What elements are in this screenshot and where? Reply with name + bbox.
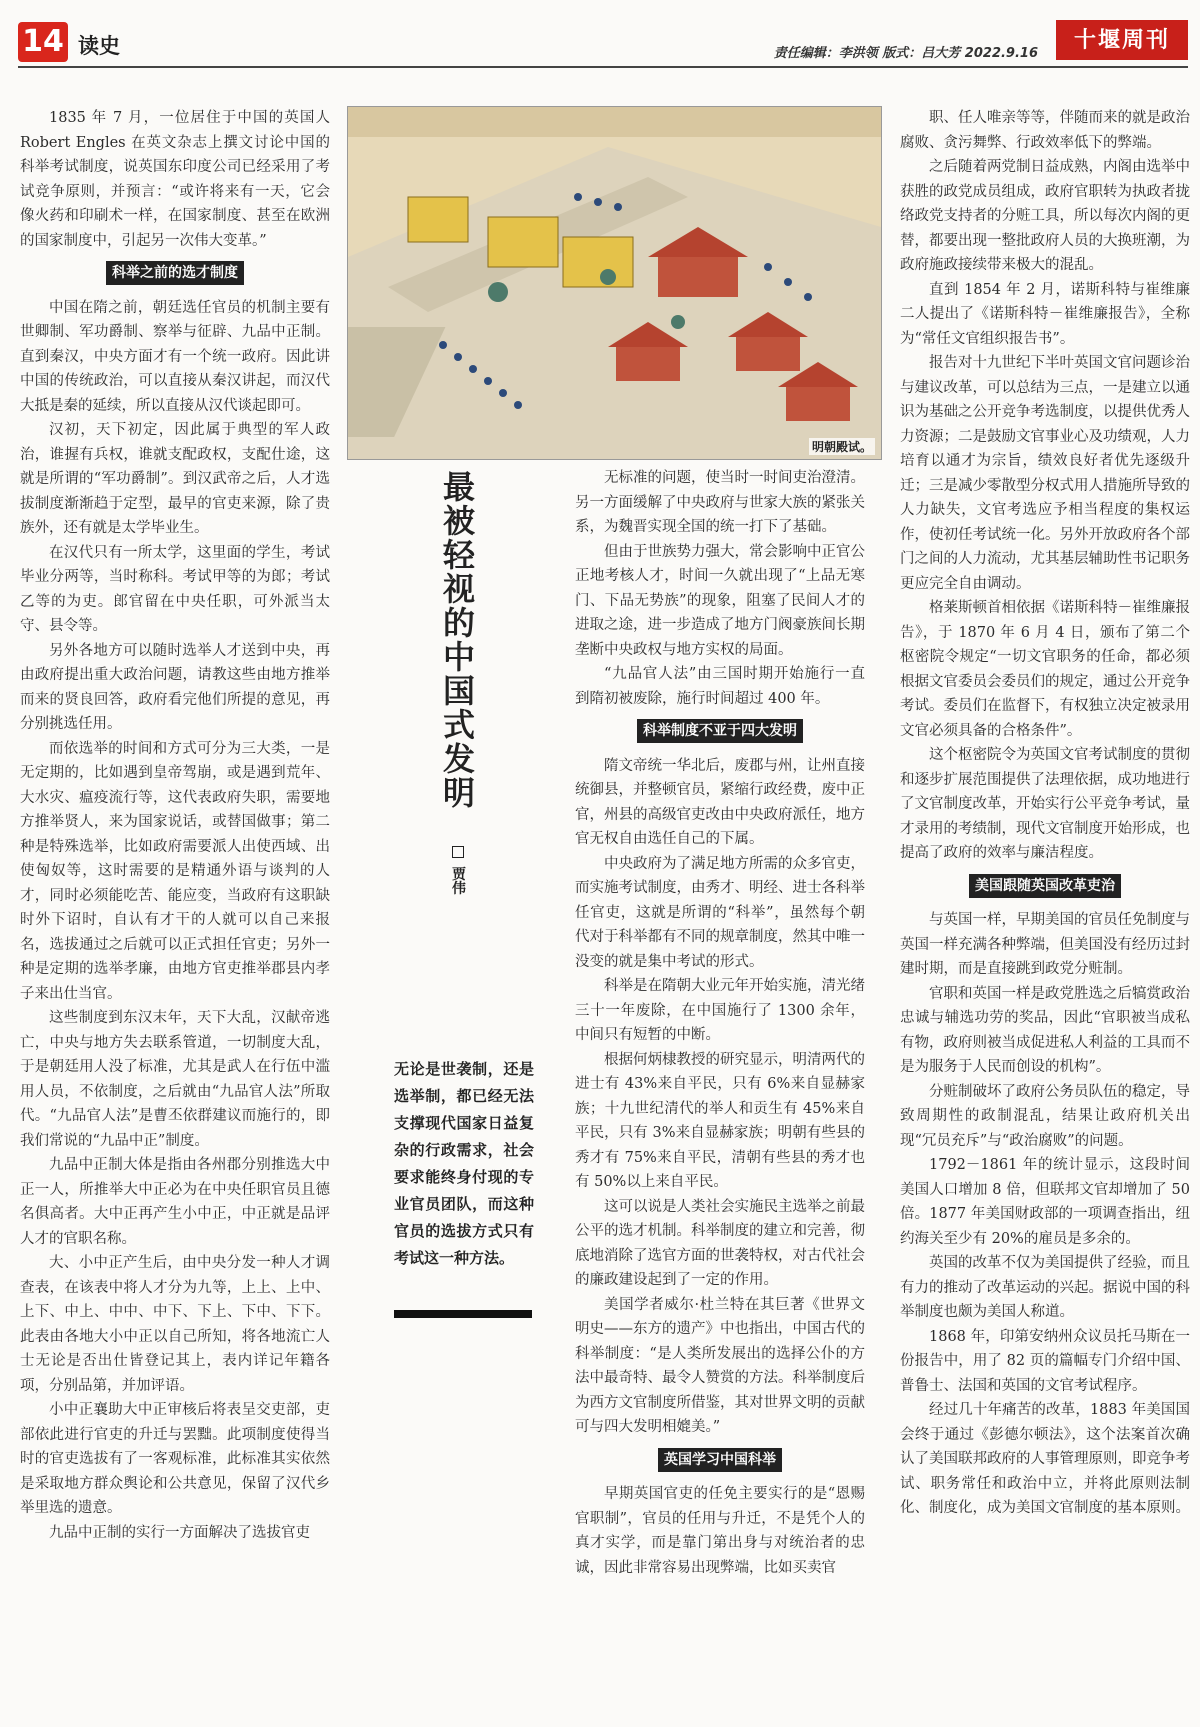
- article-column-1: [20, 106, 330, 1545]
- paragraph: 在汉代只有一所太学，这里面的学生，考试毕业分两等，当时称科。考试甲等的为郎；考试乙等的为吏。郎官留在中央任职，可外派当太守、县令等。: [20, 544, 330, 634]
- header-divider: [18, 66, 1188, 68]
- paragraph: 隋文帝统一华北后，废郡与州，让州直接统御县，并整顿官员，紧缩行政经费，废中正官，州县的高级官吏改由中央政府派任，地方官无权自由选任自己的下属。: [575, 757, 865, 847]
- section-title: 读史: [78, 34, 120, 58]
- subheading: 英国学习中国科举: [575, 1448, 865, 1473]
- paragraph: 小中正襄助大中正审核后将表呈交吏部，吏部依此进行官吏的升迁与罢黜。此项制度使得当时的官吏选拔有了一客观标准，此标准其实依然是采取地方群众舆论和公共意见，保留了汉代乡举里选的遗意。: [20, 1402, 330, 1516]
- body-paragraphs: [900, 106, 1190, 866]
- paragraph: 1868 年，印第安纳州众议员托马斯在一份报告中，用了 82 页的篇幅专门介绍中国、普鲁士、法国和英国的文官考试程序。: [900, 1328, 1190, 1394]
- paragraph: 早期英国官吏的任免主要实行的是“恩赐官职制”，官员的任用与升迁，不是凭个人的真才实学，而是靠门第出身与对统治者的忠诚，因此非常容易出现弊端，比如买卖官: [575, 1486, 865, 1576]
- pull-quote-bar: [394, 1310, 532, 1318]
- paragraph: 经过几十年痛苦的改革，1883 年美国国会终于通过《彭德尔顿法》，这个法案首次确认了美国联邦政府的人事管理原则，即竞争考试、职务常任和政治中立，并将此原则法制化、制度化，成为美国文官制度的基本原则。: [900, 1402, 1190, 1516]
- body-paragraphs: [575, 466, 865, 711]
- paragraph: 之后随着两党制日益成熟，内阁由选举中获胜的政党成员组成，政府官职转为执政者拢络政党支持者的分赃工具，所以每次内阁的更替，都要出现一整批政府人员的大换班潮，为政府施政接续带来极大的混乱。: [900, 159, 1190, 273]
- paragraph: 直到 1854 年 2 月，诺斯科特与崔维廉二人提出了《诺斯科特－崔维廉报告》，全称为“常任文官组织报告书”。: [900, 281, 1190, 347]
- paragraph: 1792－1861 年的统计显示，这段时间美国人口增加 8 倍，但联邦文官却增加了 50 倍。1877 年美国财政部的一项调查指出，纽约海关至少有 20%的雇员是多余的。: [900, 1157, 1190, 1247]
- pull-quote: 无论是世袭制，还是选举制，都已经无法支撑现代国家日益复杂的行政需求，社会要求能终身付现的专业官员团队，而这种官员的选拔方式只有考试这一种方法。: [394, 1060, 534, 1267]
- page-number: 14: [18, 22, 68, 62]
- paragraph: 另外各地方可以随时选举人才送到中央，再由政府提出重大政治问题，请教这些由地方推举而来的贤良回答，政府看完他们所提的意见，再分别挑选任用。: [20, 642, 330, 732]
- intro-paragraphs: [20, 106, 330, 253]
- paragraph: 根据何炳棣教授的研究显示，明清两代的进士有 43%来自平民，只有 6%来自显赫家族；十九世纪清代的举人和贡生有 45%来自平民，只有 3%来自显赫家族；明朝有些县的秀才有 75%来自平民，清朝有些县的秀才也有 50%以上来自平民。: [575, 1051, 865, 1190]
- illustration-palace-exam: [347, 106, 882, 460]
- paragraph: 与英国一样，早期美国的官员任免制度与英国一样充满各种弊端，但美国没有经历过封建时期，而是直接跳到政党分赃制。: [900, 912, 1190, 977]
- paragraph: 这个枢密院令为英国文官考试制度的贯彻和逐步扩展范围提供了法理依据，成功地进行了文官制度改革，开始实行公平竞争考试，量才录用的考绩制，现代文官制度开始形成，也提高了政府的效率与廉洁程度。: [900, 747, 1190, 861]
- body-paragraphs: [20, 296, 330, 1546]
- paragraph: 大、小中正产生后，由中央分发一种人才调查表，在该表中将人才分为九等，上上、上中、上下、中上、中中、中下、下上、下中、下下。此表由各地大小中正以自己所知，将各地流亡人士无论是否出仕皆登记其上，表内详记年籍各项，分别品第，并加评语。: [20, 1255, 330, 1394]
- author-byline: [448, 846, 468, 895]
- body-paragraphs: [575, 754, 865, 1440]
- paragraph: 美国学者威尔·杜兰特在其巨著《世界文明史——东方的遗产》中也指出，中国古代的科举制度：“是人类所发展出的选择公仆的方法中最奇特、最令人赞赏的方法。科举制度后为西方文官制度所借鉴，其对世界文明的贡献可与四大发明相媲美。”: [575, 1296, 865, 1435]
- article-column-3: [575, 466, 865, 1580]
- paragraph: 中央政府为了满足地方所需的众多官吏，而实施考试制度，由秀才、明经、进士各科举任官吏，这就是所谓的“科举”，虽然每个朝代对于科举都有不同的规章制度，然其中唯一没变的就是集中考试的形式。: [575, 855, 865, 970]
- paragraph: 九品中正制的实行一方面解决了选拔官吏: [49, 1524, 310, 1541]
- paragraph: 英国的改革不仅为美国提供了经验，而且有力的推动了改革运动的兴起。据说中国的科举制度也颇为美国人称道。: [900, 1255, 1190, 1320]
- subheading: 科举制度不亚于四大发明: [575, 719, 865, 744]
- paragraph: 这些制度到东汉末年，天下大乱，汉献帝逃亡，中央与地方失去联系管道，一切制度大乱，于是朝廷用人没了标准，尤其是武人在行伍中滥用人员，不依制度，之后就由“九品官人法”所取代。“九品官人法”是曹丕依群建议而施行的，即我们常说的“九品中正”制度。: [20, 1010, 330, 1149]
- paragraph: 而依选举的时间和方式可分为三大类，一是无定期的，比如遇到皇帝驾崩，或是遇到荒年、大水灾、瘟疫流行等，这代表政府失职，需要地方推举贤人，来为国家说话，或替国做事；第二种是特殊选举，比如政府需要派人出使西域、出使匈奴等，这时需要的是精通外语与谈判的人才，同时必须能吃苦、能应变，当政府有这职缺时外下诏时，自认有才干的人就可以自己来报名，选拔通过之后就可以正式担任官吏；另外一种是定期的选举孝廉，由地方官吏推举郡县内孝子来出仕当官。: [20, 740, 330, 1002]
- paragraph: 无标准的问题，使当时一时间吏治澄清。另一方面缓解了中央政府与世家大族的紧张关系，为魏晋实现全国的统一打下了基础。: [575, 470, 865, 535]
- author-name: 贾伟: [450, 866, 466, 895]
- paragraph: “九品官人法”由三国时期开始施行一直到隋初被废除，施行时间超过 400 年。: [575, 666, 865, 707]
- body-paragraphs: [900, 908, 1190, 1521]
- subheading: 美国跟随英国改革吏治: [900, 874, 1190, 899]
- article-column-4: [900, 106, 1190, 1521]
- paragraph: 1835 年 7 月，一位居住于中国的英国人 Robert Engles 在英文杂志上撰文讨论中国的科举考试制度，说英国东印度公司已经采用了考试竞争原则，并预言：“或许将来有一天，它会像火药和印刷术一样，在国家制度、甚至在欧洲的国家制度中，引起另一次伟大变革。”: [20, 110, 330, 249]
- paragraph: 这可以说是人类社会实施民主选举之前最公平的选才机制。科举制度的建立和完善，彻底地消除了选官方面的世袭特权，对古代社会的廉政建设起到了一定的作用。: [575, 1198, 865, 1288]
- editor-credits: 责任编辑：李洪领 版式：吕大芳 2022.9.16: [773, 46, 1038, 61]
- paragraph: 中国在隋之前，朝廷选任官员的机制主要有世卿制、军功爵制、察举与征辟、九品中正制。直到秦汉，中央方面才有一个统一政府。因此讲中国的传统政治，可以直接从秦汉讲起，而汉代大抵是秦的延续，所以直接从汉代谈起即可。: [20, 299, 330, 414]
- article-title: 最被轻视的中国式发明: [438, 470, 476, 810]
- paragraph: 汉初，天下初定，因此属于典型的军人政治，谁握有兵权，谁就支配政权，支配仕途，这就是所谓的“军功爵制”。到汉武帝之后，人才选拔制度渐渐趋于定型，最早的官吏来源，除了贵族外，还有就是太学毕业生。: [20, 422, 330, 536]
- subheading: 科举之前的选才制度: [20, 261, 330, 286]
- paragraph: 分赃制破坏了政府公务员队伍的稳定，导致周期性的政制混乱，结果让政府机关出现“冗员充斥”与“政治腐败”的问题。: [900, 1083, 1190, 1149]
- body-paragraphs: [575, 1482, 865, 1580]
- painting-image: [348, 107, 881, 459]
- page-header: [18, 20, 1188, 68]
- byline-box-icon: [452, 846, 464, 858]
- paragraph: 格莱斯顿首相依据《诺斯科特－崔维廉报告》，于 1870 年 6 月 4 日，颁布了第二个枢密院令规定“一切文官职务的任命，都必须根据文官委员会委员们的规定，通过公开竞争考试。委员们在监督下，有权独立决定被录用文官必须具备的合格条件”。: [900, 600, 1190, 739]
- paragraph: 但由于世族势力强大，常会影响中正官公正地考核人才，时间一久就出现了“上品无寒门、下品无势族”的现象，阻塞了民间人才的进取之途，进一步造成了地方门阀豪族间长期垄断中央政权与地方实权的局面。: [575, 543, 865, 658]
- image-caption: 明朝殿试。: [809, 438, 875, 455]
- paragraph: 九品中正制大体是指由各州郡分别推选大中正一人，所推举大中正必为在中央任职官员且德名俱高者。大中正再产生小中正，中正就是品评人才的官职名称。: [20, 1157, 330, 1247]
- newspaper-logo: 十堰周刊: [1056, 20, 1188, 60]
- paragraph: 职、任人唯亲等等，伴随而来的就是政治腐败、贪污舞弊、行政效率低下的弊端。: [900, 110, 1190, 151]
- paragraph: 科举是在隋朝大业元年开始实施，清光绪三十一年废除，在中国施行了 1300 余年，中间只有短暂的中断。: [575, 978, 865, 1043]
- paragraph: 报告对十九世纪下半叶英国文官问题诊治与建议改革，可以总结为三点，一是建立以通识为基础之公开竞争考选制度，以提供优秀人力资源；二是鼓励文官事业心及功绩观，人力培育以通才为宗旨，绩效良好者优先逐级升迁；三是减少零散型分权式用人措施所导致的人力缺失，文官考选应予相当程度的集权运作，使初任考试统一化。另外开放政府各个部门之间的人力流动，尤其基层辅助性书记职务更应完全自由调动。: [900, 355, 1190, 592]
- paragraph: 官职和英国一样是政党胜选之后犒赏政治忠诚与辅选功劳的奖品，因此“官职被当成私有物，政府则被当成促进私人利益的工具而不是为服务于人民而创设的机构”。: [900, 985, 1190, 1075]
